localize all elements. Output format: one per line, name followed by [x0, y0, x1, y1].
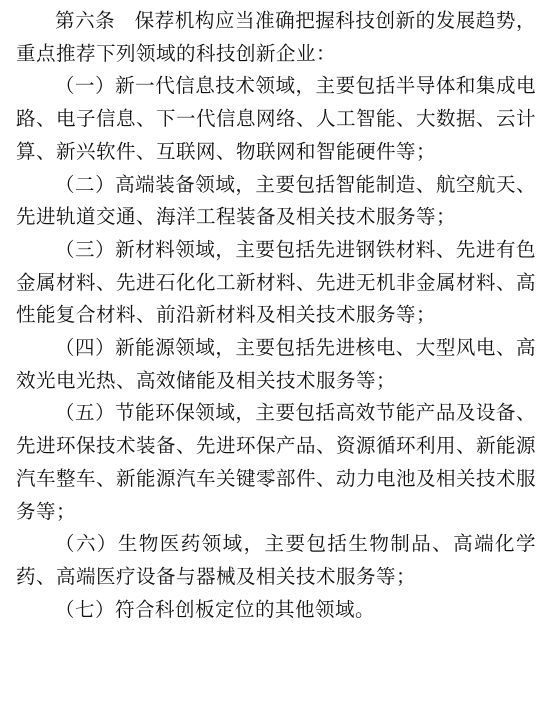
- list-item-2: [16, 169, 536, 234]
- item-text: 节能环保领域，主要包括高效节能产品及设备、先进环保技术装备、先进环保产品、资源循环利用、新能源汽车整车、新能源汽车关键零部件、动力电池及相关技术服务等；: [16, 401, 537, 523]
- list-item-1: [16, 70, 536, 168]
- item-marker: （四）: [55, 336, 116, 360]
- article-paragraph: [16, 5, 536, 70]
- item-text: 新能源领域，主要包括先进核电、大型风电、高效光电光热、高效储能及相关技术服务等；: [16, 336, 536, 392]
- item-marker: （七）: [55, 597, 116, 621]
- list-item-3: [16, 234, 536, 332]
- item-text: 符合科创板定位的其他领域。: [115, 597, 376, 621]
- article-number: 第六条: [55, 9, 116, 32]
- item-marker: （五）: [55, 401, 116, 425]
- item-text: 生物医药领域，主要包括生物制品、高端化学药、高端医疗设备与器械及相关技术服务等；: [16, 532, 536, 588]
- item-marker: （三）: [55, 237, 116, 261]
- item-text: 高端装备领域，主要包括智能制造、航空航天、先进轨道交通、海洋工程装备及相关技术服务等；: [16, 172, 536, 229]
- list-item-7: [16, 594, 536, 627]
- list-item-4: [16, 332, 536, 397]
- item-marker: （二）: [55, 172, 116, 196]
- article-intro: 保荐机构应当准确把握科技创新的发展趋势，重点推荐下列领域的科技创新企业：: [16, 9, 536, 65]
- list-item-5: [16, 397, 536, 528]
- item-text: 新材料领域，主要包括先进钢铁材料、先进有色金属材料、先进石化化工新材料、先进无机非金属材料、高性能复合材料、前沿新材料及相关技术服务等；: [16, 237, 537, 327]
- list-item-6: [16, 528, 536, 593]
- item-marker: （六）: [55, 532, 118, 556]
- item-marker: （一）: [55, 74, 116, 98]
- item-text: 新一代信息技术领域，主要包括半导体和集成电路、电子信息、下一代信息网络、人工智能、大数据、云计算、新兴软件、互联网、物联网和智能硬件等；: [16, 74, 537, 163]
